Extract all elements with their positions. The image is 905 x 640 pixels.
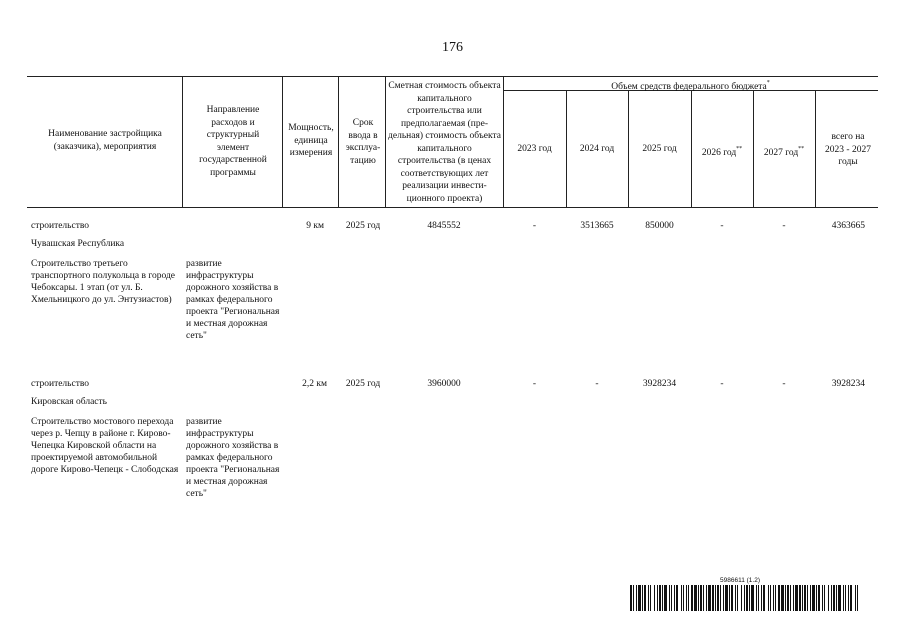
header-estimate: Сметная стоимость объекта капитального строительства или предполагаемая (пре- дельная) стоимость объекта капитального строительства (в ценах соответствующих лет реализации инвести- ционного проекта)	[388, 81, 501, 204]
header-year-2023: 2023 год	[517, 144, 552, 154]
row-2-2023: -	[532, 379, 537, 389]
barcode-image	[630, 585, 858, 611]
row-2-type: строительство	[31, 379, 90, 389]
col-divider	[282, 76, 283, 207]
header-federal-group	[503, 77, 878, 94]
col-divider	[338, 76, 339, 207]
year-2027-footnote-mark: **	[798, 146, 805, 152]
federal-group-label: Объем средств федерального бюджета	[611, 82, 767, 92]
row-2-2027: -	[782, 379, 786, 389]
row-2-estimate: 3960000	[427, 379, 461, 389]
year-2026-label: 2026 год	[701, 148, 737, 158]
federal-group-footnote-mark: *	[766, 80, 770, 86]
row-1-term: 2025 год	[345, 221, 381, 231]
header-name: Наименование застройщика (заказчика), мероприятия	[48, 129, 162, 152]
row-1-total: 4363665	[831, 221, 865, 231]
row-1-2025: 850000	[645, 221, 674, 231]
year-2026-footnote-mark: **	[736, 146, 743, 152]
header-year-2026	[691, 143, 753, 160]
header-year-2027	[753, 143, 815, 160]
row-1-capacity: 9 км	[306, 221, 324, 231]
col-divider	[385, 76, 386, 207]
header-year-2025: 2025 год	[642, 144, 677, 154]
row-1-estimate: 4845552	[427, 221, 461, 231]
row-2-total: 3928234	[831, 379, 865, 389]
row-1-type: строительство	[31, 221, 90, 231]
year-2027-label: 2027 год	[763, 148, 799, 158]
header-total: всего на 2023 - 2027 годы	[825, 132, 871, 167]
row-1-direction: развитие инфраструктуры дорожного хозяйства в рамках федерального проекта "Региональная и местная дорожная сеть"	[186, 259, 280, 341]
row-2-2026: -	[720, 379, 724, 389]
col-divider	[182, 76, 183, 207]
header-capacity: Мощность, единица измерения	[288, 123, 334, 158]
header-year-2024: 2024 год	[579, 144, 615, 154]
row-1-2026: -	[720, 221, 724, 231]
col-divider	[815, 90, 816, 207]
row-2-term: 2025 год	[345, 379, 381, 389]
row-2-capacity: 2,2 км	[302, 379, 327, 389]
page-number: 176	[442, 40, 463, 55]
barcode-number: 5986611 (1.2)	[720, 577, 760, 584]
row-2-project: Строительство мостового перехода через р. Чепцу в районе г. Кирово-Чепецка Кировской области на проектируемой автомобильной дороге Кирово-Чепецк - Слободская	[31, 417, 179, 475]
row-1-2023: -	[532, 221, 537, 231]
row-1-region: Чувашская Республика	[31, 239, 125, 249]
row-2-2024: -	[595, 379, 599, 389]
row-1-2027: -	[782, 221, 786, 231]
header-term: Срок ввода в эксплуа- тацию	[345, 118, 381, 166]
row-1-2024: 3513665	[580, 221, 614, 231]
header-direction: Направление расходов и структурный элемент государственной программы	[199, 105, 267, 178]
row-1-project: Строительство третьего транспортного полукольца в городе Чебоксары. 1 этап (от ул. Б. Хмельницкого до ул. Энтузиастов)	[31, 259, 176, 305]
row-2-region: Кировская область	[31, 397, 108, 407]
header-bottom-rule	[27, 207, 878, 208]
row-2-2025: 3928234	[642, 379, 677, 389]
row-2-direction: развитие инфраструктуры дорожного хозяйства в рамках федерального проекта "Региональная и местная дорожная сеть"	[186, 417, 280, 499]
col-divider	[503, 76, 504, 207]
